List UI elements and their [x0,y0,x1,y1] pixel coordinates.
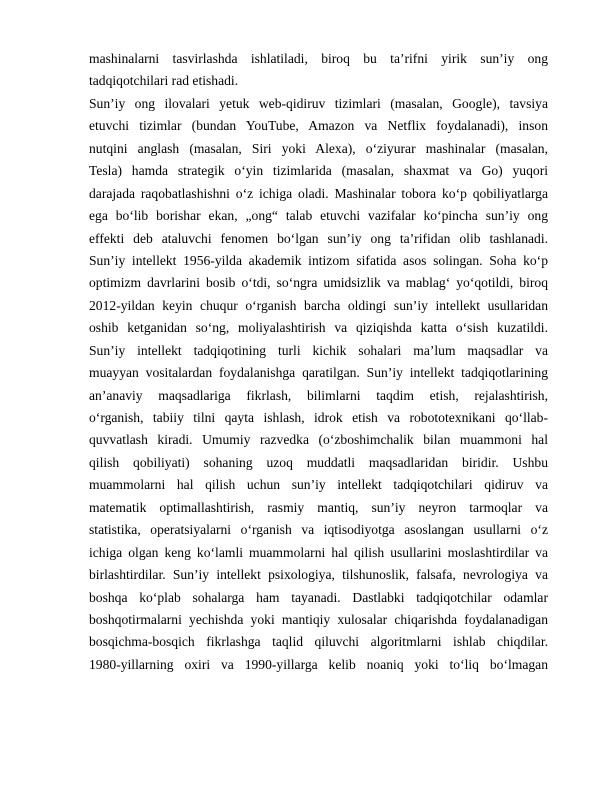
text-line: Sun’iy intellekt 1956-yilda akademik intizom sifatida asos solingan. Soha ko‘p [89,252,548,268]
text-line: boshqa ko‘plab sohalarga ham tayanadi. Dastlabki tadqiqotchilar odamlar [89,589,548,605]
text-line: 2012-yildan keyin chuqur o‘rganish barcha oldingi sun’iy intellekt usullaridan [89,297,548,313]
text-line: mashinalarni tasvirlashda ishlatiladi, biroq bu ta’rifni yirik sun’iy ong [89,51,548,66]
text-line: nutqini anglash (masalan, Siri yoki Alexa), o‘ziyurar mashinalar (masalan, [89,140,548,156]
text-line: 1980-yillarning oxiri va 1990-yillarga kelib noaniq yoki to‘liq bo‘lmagan [89,656,548,672]
text-line: quvvatlash kiradi. Umumiy razvedka (o‘zboshimchalik bilan muammoni hal [89,432,548,448]
text-line: oshib ketganidan so‘ng, moliyalashtirish va qiziqishda katta o‘sish kuzatildi. [89,320,548,336]
text-line: bosqichma-bosqich fikrlashga taqlid qiluvchi algoritmlarni ishlab chiqdilar. [89,634,548,650]
text-line: ichiga olgan keng ko‘lamli muammolarni hal qilish usullarini moslashtirdilar va [89,544,548,560]
text-line: darajada raqobatlashishni o‘z ichiga oladi. Mashinalar tobora ko‘p qobiliyatlarga [89,185,548,201]
text-line: birlashtirdilar. Sun’iy intellekt psixologiya, tilshunoslik, falsafa, nevrologiya va [89,567,548,583]
text-line: muammolarni hal qilish uchun sun’iy intellekt tadqiqotchilari qidiruv va [89,477,548,493]
text-line: Tesla) hamda strategik o‘yin tizimlarida (masalan, shaxmat va Go) yuqori [89,163,548,179]
text-line: qilish qobiliyati) sohaning uzoq muddatli maqsadlaridan biridir. Ushbu [89,454,548,470]
text-line: an’anaviy maqsadlariga fikrlash, bilimlarni taqdim etish, rejalashtirish, [89,387,548,403]
text-line: statistika, operatsiyalarni o‘rganish va iqtisodiyotga asoslangan usullarni o‘z [89,522,548,538]
text-line: Sun’iy intellekt tadqiqotining turli kichik sohalari ma’lum maqsadlar va [89,342,548,358]
text-line: etuvchi tizimlar (bundan YouTube, Amazon va Netflix foydalanadi), inson [89,118,548,134]
text-line: matematik optimallashtirish, rasmiy mantiq, sun’iy neyron tarmoqlar va [89,499,548,515]
text-line: muayyan vositalardan foydalanishga qaratilgan. Sun’iy intellekt tadqiqotlarining [89,365,548,381]
text-line: ega bo‘lib borishar ekan, „ong“ talab etuvchi vazifalar ko‘pincha sun’iy ong [89,208,548,224]
text-line: effekti deb ataluvchi fenomen bo‘lgan sun’iy ong ta’rifidan olib tashlanadi. [89,230,548,246]
body-text [89,48,548,676]
text-line: optimizm davrlarini bosib o‘tdi, so‘ngra umidsizlik va mablag‘ yo‘qotildi, biroq [89,275,548,291]
text-line: o‘rganish, tabiiy tilni qayta ishlash, idrok etish va robototexnikani qo‘llab- [89,410,548,425]
text-line: Sun’iy ong ilovalari yetuk web-qidiruv tizimlari (masalan, Google), tavsiya [89,95,548,111]
text-line: boshqotirmalarni yechishda yoki mantiqiy xulosalar chiqarishda foydalanadigan [89,611,548,627]
text-line: tadqiqotchilari rad etishadi. [89,73,239,89]
